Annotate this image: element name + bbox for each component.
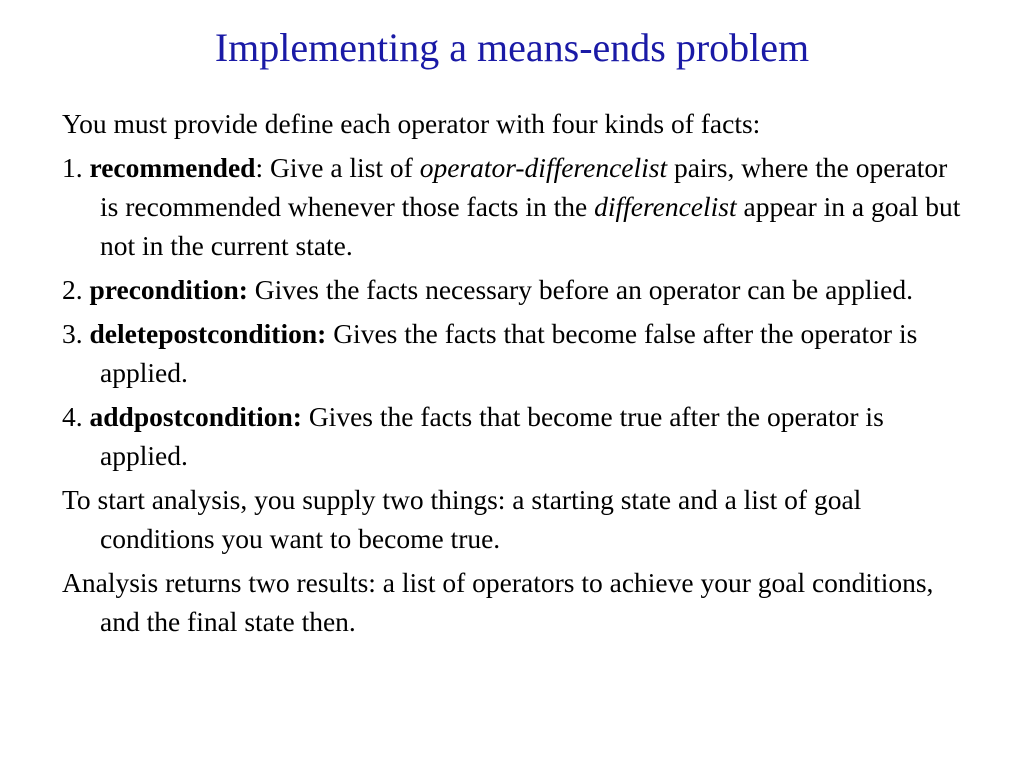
slide-body: [62, 104, 972, 646]
analysis-returns-paragraph: Analysis returns two results: a list of operators to achieve your goal conditions, and the final state then.: [62, 567, 934, 637]
term-recommended: recommended: [89, 152, 256, 183]
item-text: pairs, where the operator is recommended whenever those facts in the: [100, 152, 948, 222]
item-number: 1.: [62, 152, 90, 183]
item-number: 2.: [62, 274, 90, 305]
item-text: Gives the facts that become true after the operator is applied.: [100, 401, 884, 471]
item-text: Gives the facts that become false after the operator is applied.: [100, 318, 918, 388]
item-precondition: [62, 270, 972, 309]
term-precondition: precondition:: [89, 274, 248, 305]
intro-paragraph: You must provide define each operator with four kinds of facts:: [62, 108, 761, 139]
item-number: 4.: [62, 401, 90, 432]
emphasis-differencelist: differencelist: [594, 191, 737, 222]
item-deletepostcondition: [62, 314, 972, 392]
item-text: appear in a goal but not in the current state.: [100, 191, 961, 261]
item-recommended: [62, 148, 972, 265]
slide-title: Implementing a means-ends problem: [214, 25, 810, 70]
item-text: Give a list of: [263, 152, 420, 183]
item-text: Gives the facts necessary before an operator can be applied.: [247, 274, 913, 305]
item-colon: :: [255, 152, 264, 183]
term-addpostcondition: addpostcondition:: [89, 401, 302, 432]
term-deletepostcondition: deletepostcondition:: [89, 318, 327, 349]
start-analysis-paragraph: To start analysis, you supply two things: a starting state and a list of goal conditions you want to become true.: [62, 484, 862, 554]
item-number: 3.: [62, 318, 90, 349]
item-addpostcondition: [62, 397, 972, 475]
emphasis-operator-differencelist: operator-differencelist: [419, 152, 668, 183]
